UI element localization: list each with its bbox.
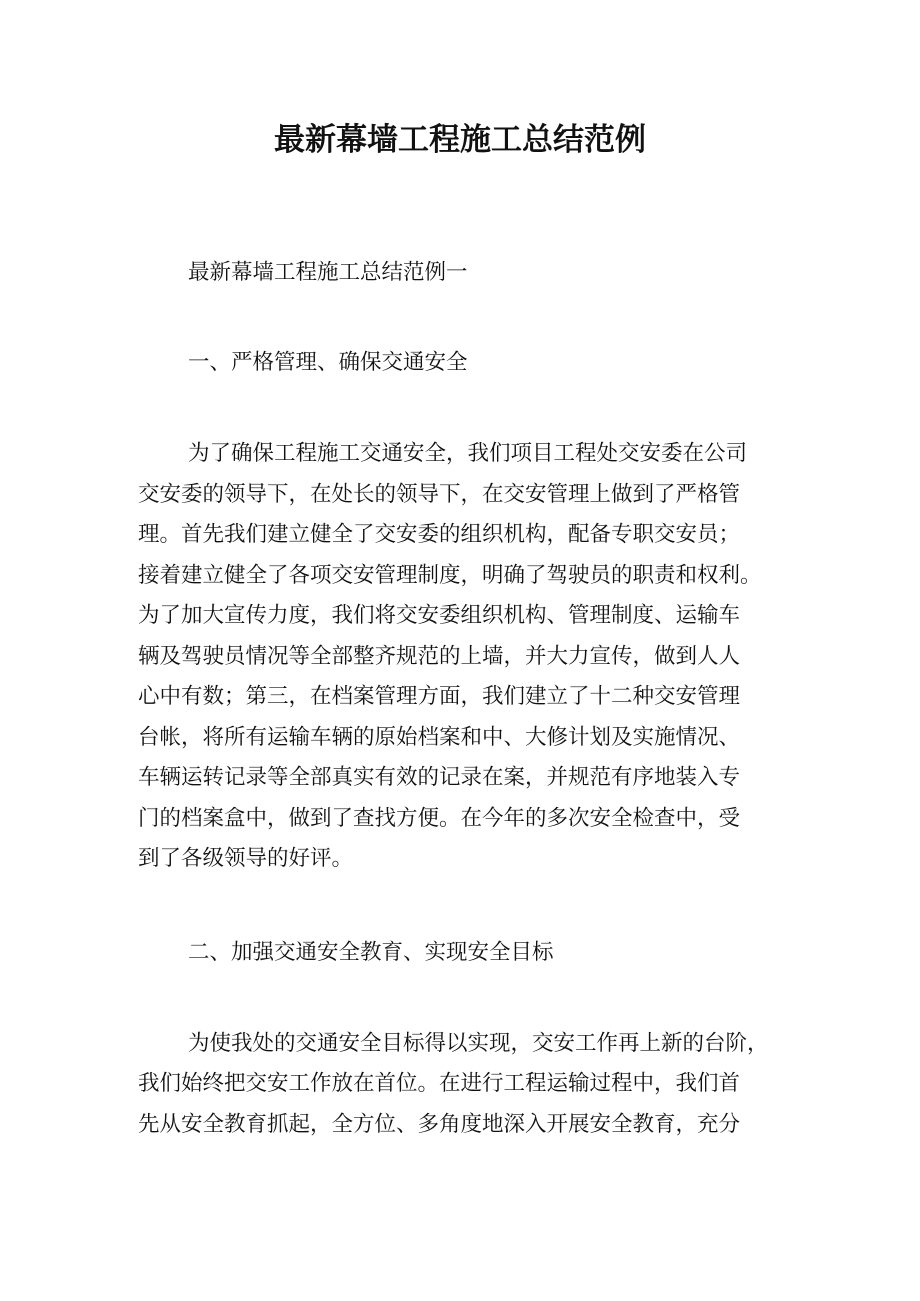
section-1-heading: 一、严格管理、确保交通安全 [188,350,468,375]
paragraph-line: 接着建立健全了各项交安管理制度，明确了驾驶员的职责和权利。 [138,562,762,588]
paragraph-line: 理。首先我们建立健全了交安委的组织机构，配备专职交安员； [138,522,741,547]
paragraph-line: 为了加大宣传力度，我们将交安委组织机构、管理制度、运输车 [138,603,741,628]
paragraph-line: 心中有数；第三，在档案管理方面，我们建立了十二种交安管理 [138,684,741,709]
paragraph-line: 先从安全教育抓起，全方位、多角度地深入开展安全教育，充分 [138,1111,741,1137]
paragraph-line: 台帐，将所有运输车辆的原始档案和中、大修计划及实施情况、 [138,724,741,750]
document-body [138,254,788,1145]
paragraph-line: 交安委的领导下，在处长的领导下，在交安管理上做到了严格管 [138,481,741,507]
document-title: 最新幕墙工程施工总结范例 [274,122,646,158]
paragraph-line: 到了各级领导的好评。 [138,846,354,871]
section-2-paragraph [138,1024,788,1146]
paragraph-line: 车辆运转记录等全部真实有效的记录在案，并规范有序地装入专 [138,765,741,790]
paragraph-line: 辆及驾驶员情况等全部整齐规范的上墙，并大力宣传，做到人人 [138,643,741,669]
paragraph-line: 为了确保工程施工交通安全，我们项目工程处交安委在公司 [188,441,748,466]
section-1-paragraph [138,434,788,880]
section-2-heading: 二、加强交通安全教育、实现安全目标 [188,939,554,965]
document-subtitle: 最新幕墙工程施工总结范例一 [188,260,468,285]
paragraph-line: 为使我处的交通安全目标得以实现，交安工作再上新的台阶， [188,1030,769,1056]
paragraph-line: 我们始终把交安工作放在首位。在进行工程运输过程中，我们首 [138,1071,741,1096]
paragraph-line: 门的档案盒中，做到了查找方便。在今年的多次安全检查中，受 [138,805,741,831]
